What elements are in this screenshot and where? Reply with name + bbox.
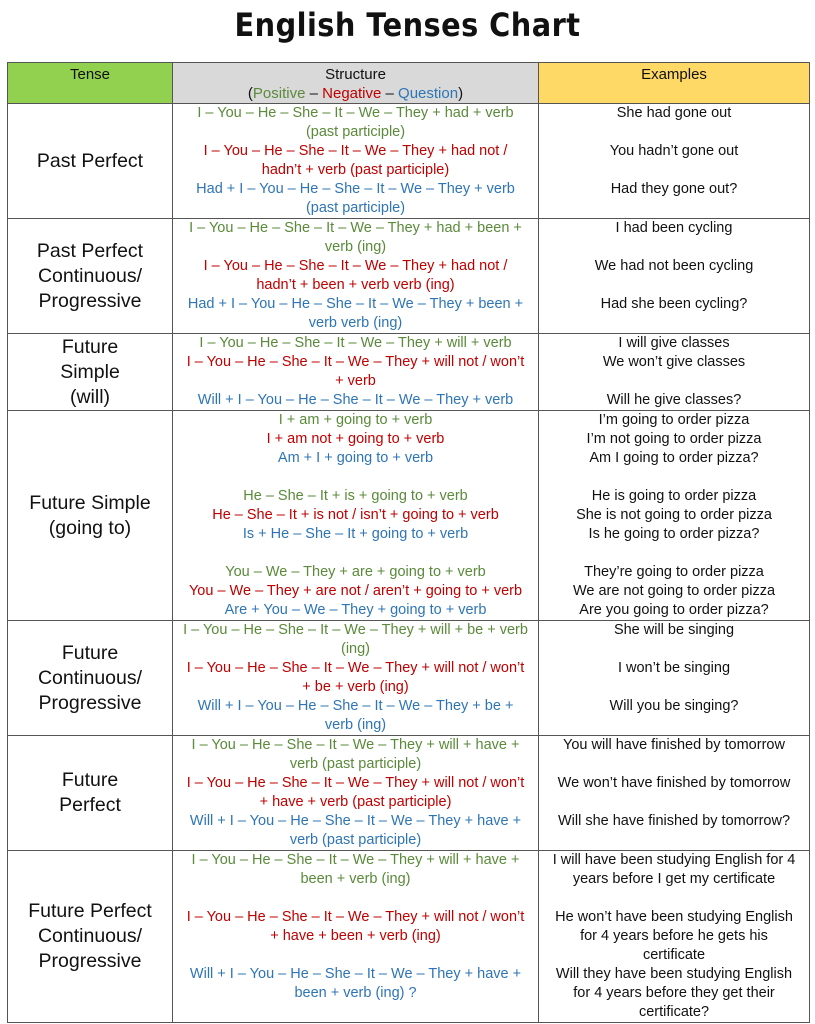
structure-cell xyxy=(173,334,539,411)
negative-form: You – We – They + are not / aren’t + going to + verb xyxy=(188,583,523,599)
tense-name-line: Continuous/ xyxy=(37,925,143,947)
question-form: (past participle) xyxy=(305,200,406,216)
spacer xyxy=(543,716,805,735)
tense-name-line: Simple xyxy=(60,360,120,383)
example-sentence: She will be singing xyxy=(613,622,735,638)
table-row xyxy=(8,621,810,736)
example-sentence: I will give classes xyxy=(618,335,730,351)
example-sentence: You hadn’t gone out xyxy=(609,143,739,159)
structure-cell xyxy=(173,411,539,621)
example-sentence: I had been cycling xyxy=(615,220,733,236)
question-form: Am + I + going to + verb xyxy=(277,450,434,466)
table-body xyxy=(8,104,810,1023)
question-form: Will + I – You – He – She – It – We – They + have + xyxy=(189,813,522,829)
header-tense: Tense xyxy=(8,63,173,104)
spacer xyxy=(177,544,534,563)
spacer xyxy=(177,1003,534,1022)
spacer xyxy=(543,161,805,180)
table-row xyxy=(8,104,810,219)
example-sentence: Will they have been studying English xyxy=(555,966,793,982)
negative-form: He – She – It + is not / isn’t + going to + verb xyxy=(212,507,499,523)
tense-name-cell xyxy=(8,621,173,736)
negative-form: + have + been + verb (ing) xyxy=(270,928,441,944)
example-sentence: I’m not going to order pizza xyxy=(586,431,762,447)
positive-form: been + verb (ing) xyxy=(300,871,411,887)
spacer xyxy=(543,199,805,218)
positive-form: verb (past participle) xyxy=(289,756,422,772)
positive-form: (past participle) xyxy=(305,124,406,140)
tense-name-line: Progressive xyxy=(38,289,142,312)
tense-name-line: Future Perfect xyxy=(28,900,152,922)
question-form: verb verb (ing) xyxy=(308,315,403,331)
example-sentence: Are you going to order pizza? xyxy=(579,602,769,618)
spacer xyxy=(543,640,805,659)
tense-name-line: Future xyxy=(61,769,119,791)
examples-cell xyxy=(539,851,810,1023)
negative-form: + be + verb (ing) xyxy=(302,679,409,695)
examples-cell xyxy=(539,104,810,219)
positive-form: I + am + going to + verb xyxy=(278,412,433,428)
example-sentence: We are not going to order pizza xyxy=(572,583,776,599)
tense-name-line: (will) xyxy=(69,385,111,408)
spacer xyxy=(177,468,534,487)
structure-cell xyxy=(173,104,539,219)
negative-form: I – You – He – She – It – We – They + had not / xyxy=(203,143,508,159)
positive-form: I – You – He – She – It – We – They + will + be + verb xyxy=(183,622,528,638)
spacer xyxy=(543,889,805,908)
example-sentence: She is not going to order pizza xyxy=(576,507,772,523)
negative-form: I – You – He – She – It – We – They + will not / won’t xyxy=(186,909,525,925)
tense-name-line: Future xyxy=(61,641,119,664)
example-sentence: We had not been cycling xyxy=(594,258,754,274)
tense-name-line: Continuous/ xyxy=(37,666,143,689)
spacer xyxy=(543,793,805,812)
spacer xyxy=(543,276,805,295)
examples-cell xyxy=(539,736,810,851)
example-sentence: Had they gone out? xyxy=(610,181,738,197)
legend-question: Question xyxy=(398,85,459,102)
negative-form: I + am not + going to + verb xyxy=(266,431,445,447)
header-structure xyxy=(173,63,539,104)
example-sentence: Will he give classes? xyxy=(606,392,742,408)
tense-name-cell xyxy=(8,736,173,851)
example-sentence: Is he going to order pizza? xyxy=(588,526,760,542)
legend-negative: Negative xyxy=(322,85,382,102)
example-sentence: for 4 years before they get their xyxy=(573,985,775,1001)
example-sentence: We won’t have finished by tomorrow xyxy=(557,775,791,791)
negative-form: I – You – He – She – It – We – They + had not / xyxy=(203,258,508,274)
tense-name-line: Past Perfect xyxy=(36,149,144,172)
tense-name-line: Continuous/ xyxy=(37,264,143,287)
example-sentence: I will have been studying English for 4 xyxy=(552,852,796,868)
example-sentence: Will she have finished by tomorrow? xyxy=(557,813,791,829)
spacer xyxy=(177,889,534,908)
tense-name-line: Future Simple xyxy=(29,491,151,514)
spacer xyxy=(543,123,805,142)
spacer xyxy=(543,831,805,850)
legend-dash: – xyxy=(305,85,323,102)
example-sentence: certificate? xyxy=(638,1004,710,1020)
tense-name-line: Progressive xyxy=(38,950,142,972)
positive-form: I – You – He – She – It – We – They + will + verb xyxy=(199,335,512,351)
question-form: Had + I – You – He – She – It – We – They + verb xyxy=(196,181,515,197)
structure-cell xyxy=(173,219,539,334)
negative-form: I – You – He – She – It – We – They + will not / won’t xyxy=(186,354,525,370)
negative-form: + have + verb (past participle) xyxy=(259,794,452,810)
paren-close: ) xyxy=(458,85,464,102)
spacer xyxy=(543,238,805,257)
header-examples: Examples xyxy=(539,63,810,104)
positive-form: I – You – He – She – It – We – They + had + verb xyxy=(197,105,514,121)
chart-title: English Tenses Chart xyxy=(234,6,581,44)
tense-name-cell xyxy=(8,219,173,334)
question-form: Will + I – You – He – She – It – We – They + have + xyxy=(189,966,522,982)
negative-form: + verb xyxy=(335,373,376,389)
question-form: Will + I – You – He – She – It – We – They + verb xyxy=(197,392,514,408)
tenses-table xyxy=(7,62,810,1023)
question-form: Is + He – She – It + going to + verb xyxy=(242,526,469,542)
spacer xyxy=(543,468,805,487)
examples-cell xyxy=(539,334,810,411)
spacer xyxy=(543,544,805,563)
positive-form: verb (ing) xyxy=(324,239,387,255)
structure-cell xyxy=(173,621,539,736)
tense-name-line: Perfect xyxy=(59,794,121,816)
positive-form: You – We – They + are + going to + verb xyxy=(225,564,486,580)
positive-form: I – You – He – She – It – We – They + will + have + xyxy=(191,737,520,753)
example-sentence: We won’t give classes xyxy=(602,354,746,370)
tense-name-line: Future xyxy=(61,335,119,358)
negative-form: I – You – He – She – It – We – They + will not / won’t xyxy=(186,775,525,791)
positive-form: (ing) xyxy=(340,641,370,657)
example-sentence: Had she been cycling? xyxy=(600,296,748,312)
table-row xyxy=(8,736,810,851)
tense-name-cell xyxy=(8,334,173,411)
example-sentence: years before I get my certificate xyxy=(572,871,776,887)
tense-name-cell xyxy=(8,104,173,219)
legend-dash: – xyxy=(381,85,399,102)
tense-name-line: Past Perfect xyxy=(36,239,144,262)
examples-cell xyxy=(539,621,810,736)
tense-name-cell xyxy=(8,851,173,1023)
examples-cell xyxy=(539,219,810,334)
table-row xyxy=(8,334,810,411)
question-form: Are + You – We – They + going to + verb xyxy=(224,602,487,618)
example-sentence: for 4 years before he gets his xyxy=(580,928,768,944)
question-form: verb (ing) xyxy=(324,717,387,733)
example-sentence: Am I going to order pizza? xyxy=(589,450,759,466)
tense-name-line: (going to) xyxy=(48,516,132,539)
question-form: Will + I – You – He – She – It – We – They + be + xyxy=(197,698,514,714)
legend-positive: Positive xyxy=(252,85,306,102)
spacer xyxy=(543,314,805,333)
header-structure-legend xyxy=(177,84,534,103)
example-sentence: I won’t be singing xyxy=(617,660,731,676)
example-sentence: She had gone out xyxy=(616,105,732,121)
example-sentence: Will you be singing? xyxy=(609,698,739,714)
example-sentence: They’re going to order pizza xyxy=(584,564,764,580)
paren-open: ( xyxy=(247,85,253,102)
question-form: been + verb (ing) ? xyxy=(294,985,417,1001)
example-sentence: I’m going to order pizza xyxy=(598,412,750,428)
negative-form: hadn’t + been + verb verb (ing) xyxy=(256,277,455,293)
positive-form: I – You – He – She – It – We – They + had + been + xyxy=(189,220,522,236)
spacer xyxy=(177,946,534,965)
example-sentence: certificate xyxy=(642,947,706,963)
question-form: Had + I – You – He – She – It – We – They + been + xyxy=(187,296,524,312)
negative-form: I – You – He – She – It – We – They + will not / won’t xyxy=(186,660,525,676)
structure-cell xyxy=(173,851,539,1023)
positive-form: He – She – It + is + going to + verb xyxy=(243,488,468,504)
example-sentence: He won’t have been studying English xyxy=(555,909,793,925)
examples-cell xyxy=(539,411,810,621)
table-row xyxy=(8,851,810,1023)
table-row xyxy=(8,411,810,621)
tense-name-line: Progressive xyxy=(38,691,142,714)
positive-form: I – You – He – She – It – We – They + will + have + xyxy=(191,852,520,868)
example-sentence: You will have finished by tomorrow xyxy=(563,737,785,753)
question-form: verb (past participle) xyxy=(289,832,422,848)
example-sentence: He is going to order pizza xyxy=(591,488,757,504)
header-row xyxy=(8,63,810,104)
spacer xyxy=(543,755,805,774)
table-row xyxy=(8,219,810,334)
negative-form: hadn’t + verb (past participle) xyxy=(261,162,450,178)
spacer xyxy=(543,678,805,697)
spacer xyxy=(543,372,805,391)
structure-cell xyxy=(173,736,539,851)
tense-name-cell xyxy=(8,411,173,621)
header-structure-label: Structure xyxy=(325,66,386,83)
